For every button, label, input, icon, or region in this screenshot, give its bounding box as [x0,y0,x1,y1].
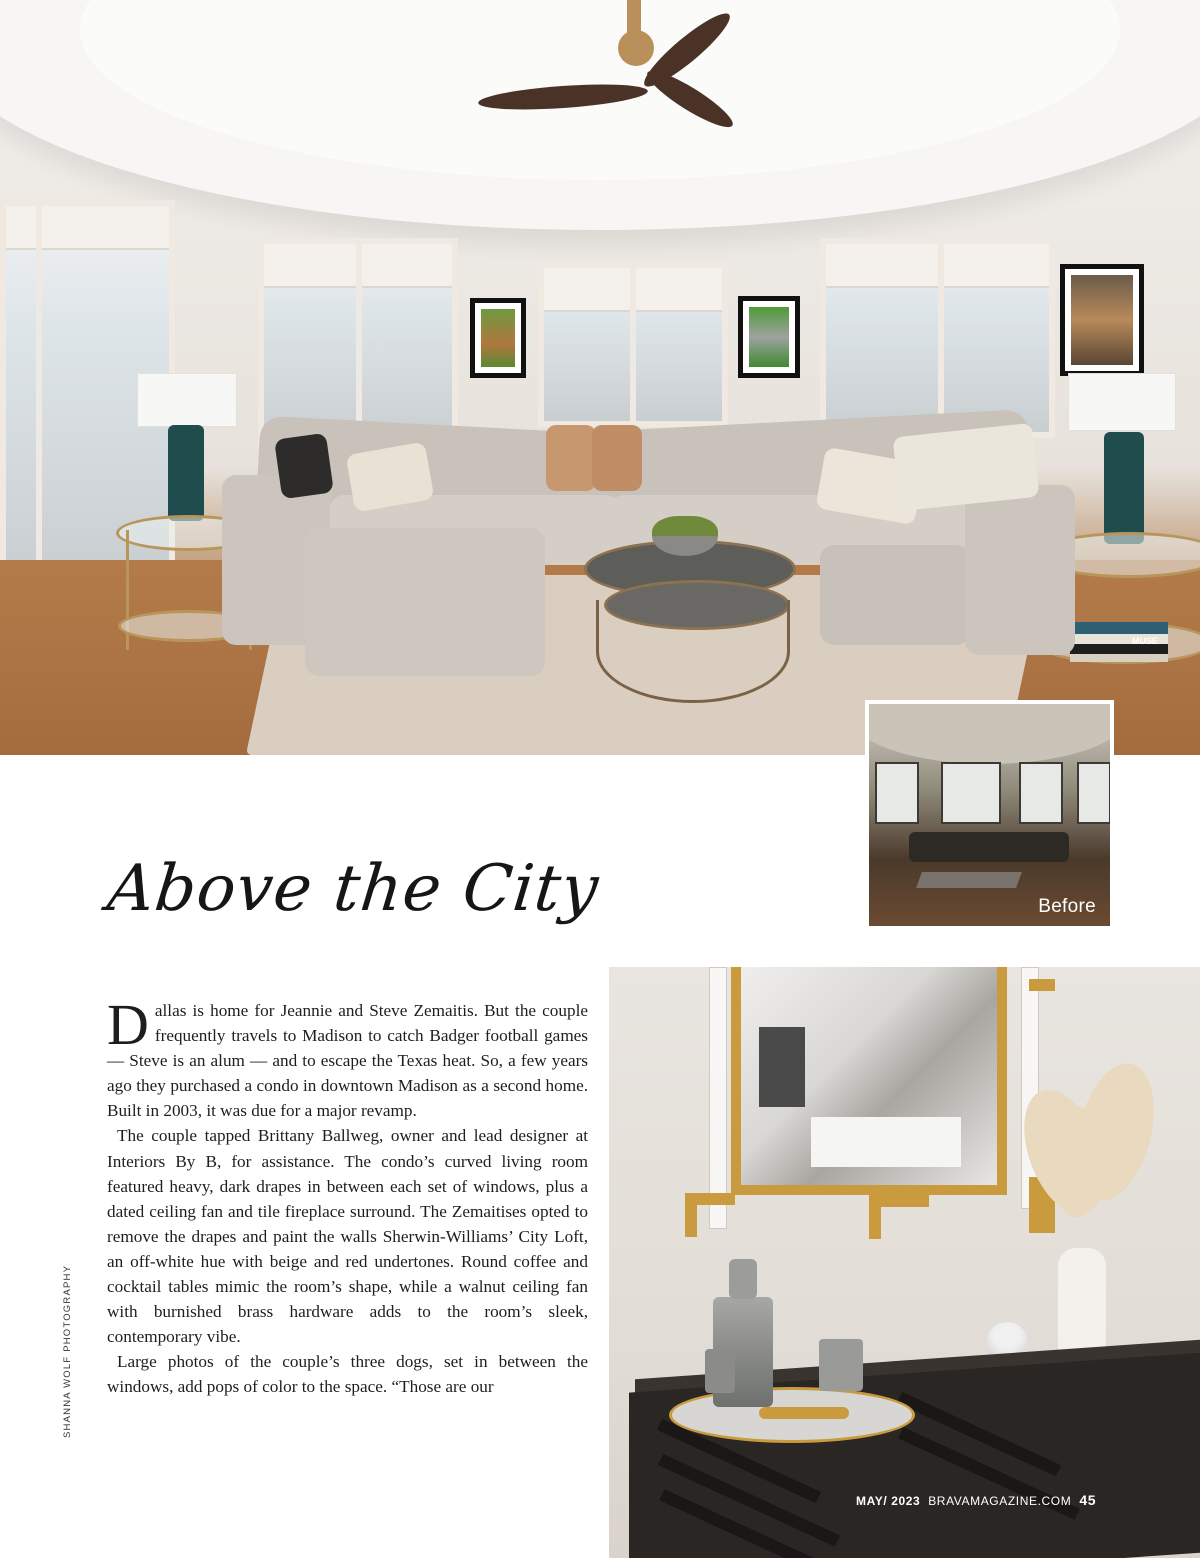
article-paragraph: Large photos of the couple’s three dogs, set in between the windows, add pops of color to the space. “Those are our [107,1352,588,1397]
photo-credit: SHANNA WOLF PHOTOGRAPHY [62,1264,73,1438]
rocks-glass [819,1339,863,1391]
table-lamp-left [137,373,237,427]
sofa-base-right [820,545,970,645]
headline: Above the City [104,852,603,926]
before-photo-inset [865,700,1114,930]
knit-throw [893,423,1040,511]
hero-photo-living-room [0,0,1200,755]
moss-bowl [652,516,718,556]
dog-photo-frame [738,296,800,378]
lamp-base-right [1104,432,1144,544]
photo-console-mirror [609,967,1200,1558]
page-folio [856,1492,1096,1508]
dog-photo-frame [470,298,526,378]
throw-pillow [546,425,596,491]
throw-pillow [274,433,334,500]
decanter-stopper [729,1259,757,1299]
window-center [538,262,728,427]
paragraph-text: allas is home for Jeannie and Steve Zemaitis. But the couple frequently travels to Madison to catch Badger football games — Steve is an alum — and to escape the Texas heat. So, a few years ago they purchased a condo in downtown Madison as a second home. Built in 2003, it was due for a major revamp. [107,1001,588,1121]
gold-mirror [731,967,1007,1195]
drop-cap: D [107,992,149,1057]
window-center-right [820,238,1055,438]
gold-bottle-opener [759,1407,849,1419]
pampas-grass [1049,1107,1105,1217]
coffee-table-legs [596,600,790,703]
acrylic-frame-left [709,967,727,1229]
dog-photo-frame [1060,264,1144,376]
rocks-glass [705,1349,735,1393]
gold-corner [869,1195,881,1239]
book-stack: MUSE [1070,622,1168,662]
issue-date: MAY/ 2023 [856,1494,921,1508]
sofa-arm-right [965,485,1075,655]
before-label: Before [1038,896,1096,917]
site-url[interactable]: BRAVAMAGAZINE.COM [928,1494,1072,1508]
chaise-lounge [305,528,545,676]
table-lamp-right [1068,373,1176,431]
article-paragraph: The couple tapped Brittany Ballweg, owner and lead designer at Interiors By B, for assistance. The condo’s curved living room featured heavy, dark drapes in between each set of windows, plus a dated ceiling fan and tile fireplace surround. The Zemaitises opted to remove the drapes and paint the walls Sherwin-Williams’ City Loft, an off-white hue with beige and red undertones. Round coffee and cocktail tables mimic the room’s shape, while a walnut ceiling fan with burnished brass hardware adds to the room’s sleek, contemporary vibe. [107,1126,588,1347]
throw-pillow [592,425,642,491]
lamp-base-left [168,425,204,521]
page-number: 45 [1079,1492,1097,1508]
gold-corner [685,1193,697,1237]
gold-corner [1029,979,1055,991]
article-paragraph [107,992,588,1123]
article-body [107,992,588,1400]
